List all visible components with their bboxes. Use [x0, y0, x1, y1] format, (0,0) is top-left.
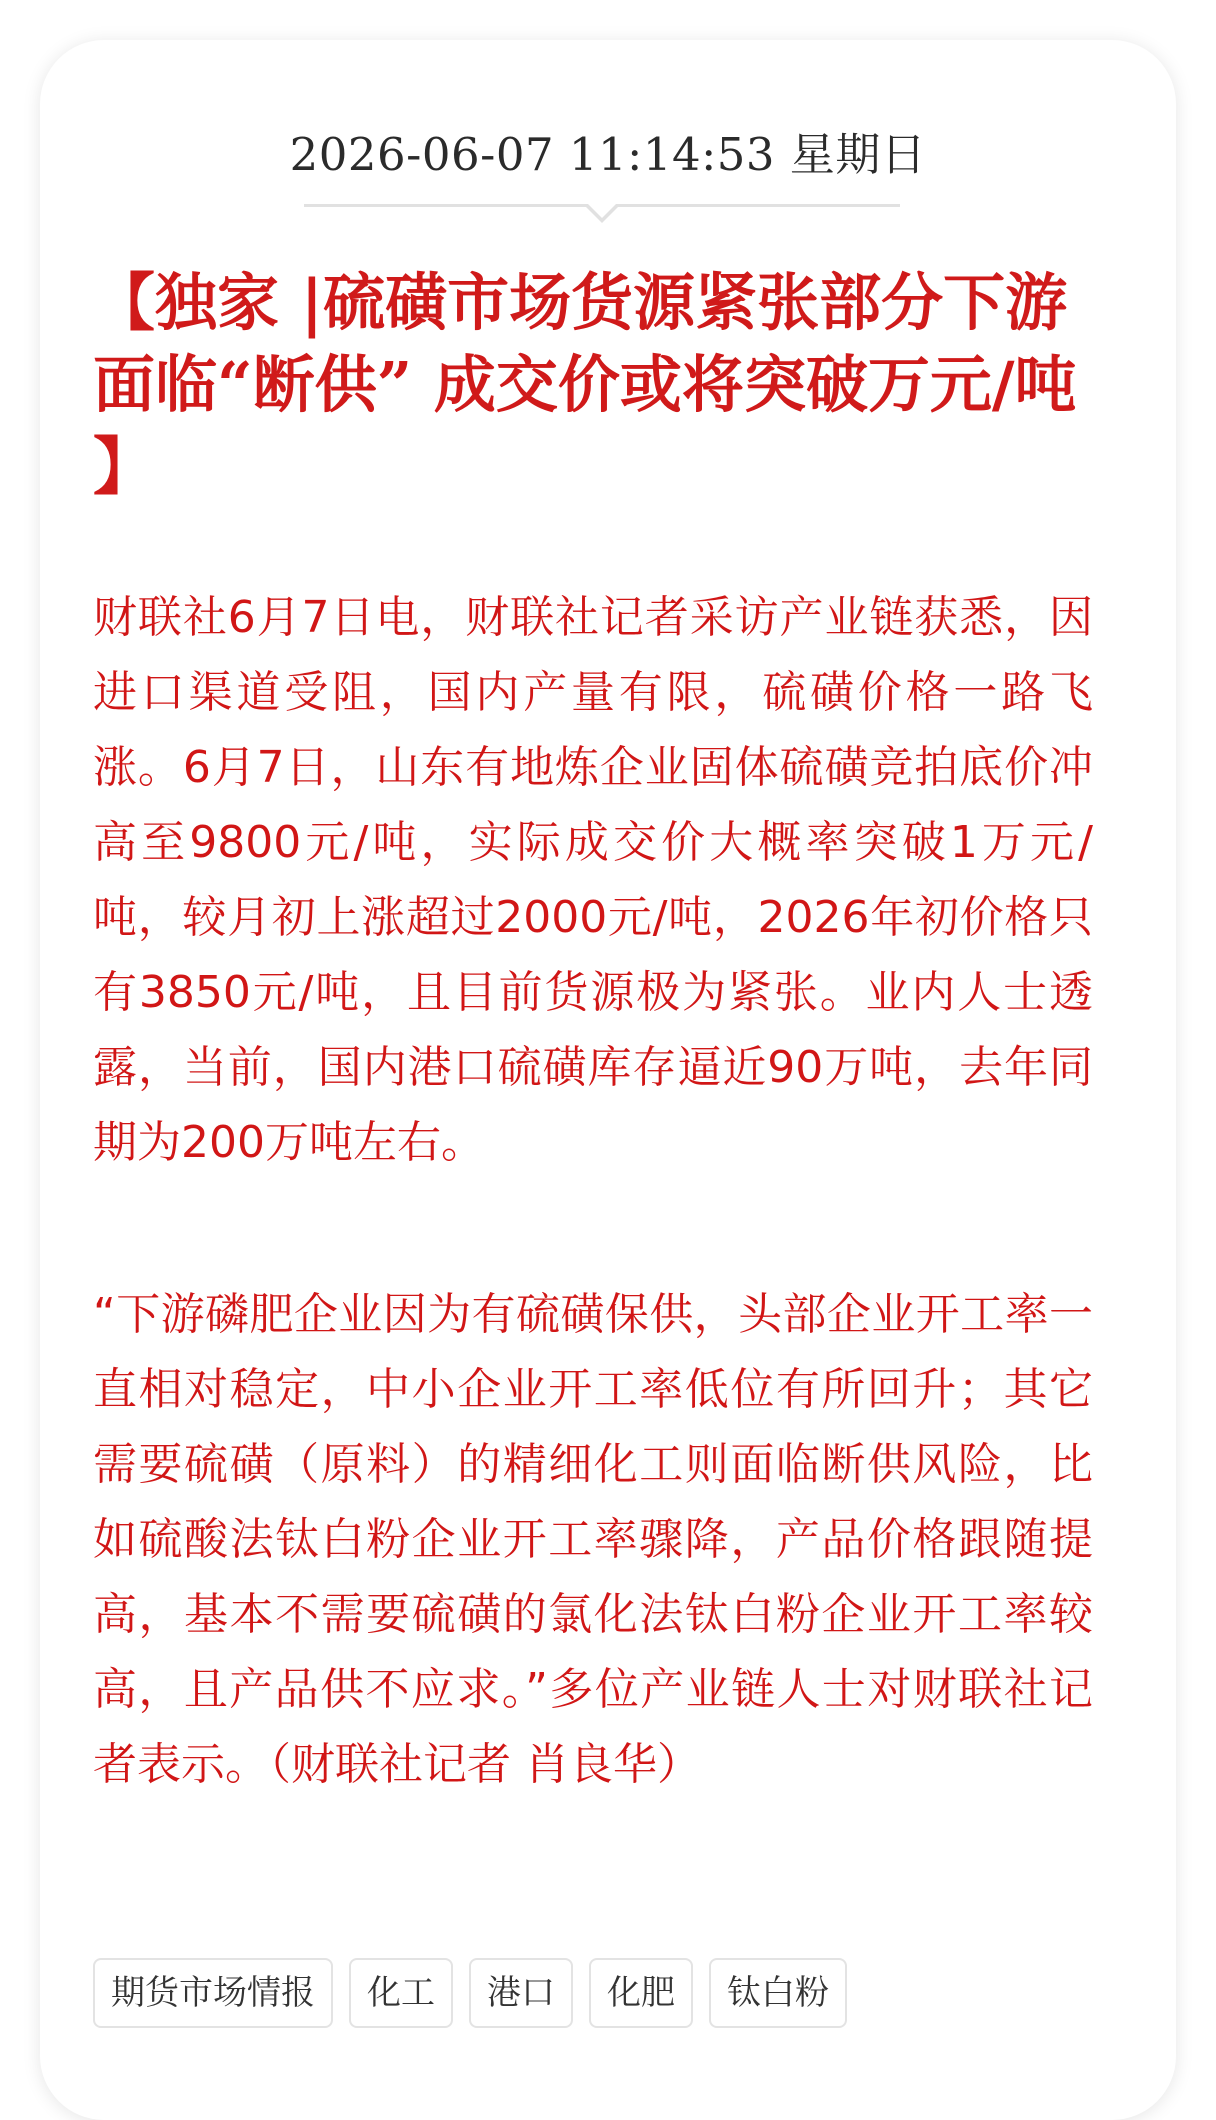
article-paragraph-1: 财联社6月7日电，财联社记者采访产业链获悉，因进口渠道受阻，国内产量有限，硫磺价格一路飞涨。6月7日，山东有地炼企业固体硫磺竞拍底价冲高至9800元/吨，实际成交价大概率突破1万元/吨，较月初上涨超过2000元/吨，2026年初价格只有3850元/吨，且目前货源极为紧张。业内人士透露，当前，国内港口硫磺库存逼近90万吨，去年同期为200万吨左右。: [93, 592, 1093, 1168]
tag-futures-market[interactable]: 期货市场情报: [93, 1958, 333, 2028]
publish-timestamp: 2026-06-07 11:14:53 星期日: [289, 128, 927, 181]
article-paragraph-2: “下游磷肥企业因为有硫磺保供，头部企业开工率一直相对稳定，中小企业开工率低位有所回升；其它需要硫磺（原料）的精细化工则面临断供风险，比如硫酸法钛白粉企业开工率骤降，产品价格跟随提高，基本不需要硫磺的氯化法钛白粉企业开工率较高，且产品供不应求。”多位产业链人士对财联社记者表示。（财联社记者 肖良华）: [93, 1289, 1093, 1790]
tag-chemical[interactable]: 化工: [349, 1958, 453, 2028]
tag-list: [93, 1958, 847, 2028]
tag-fertilizer[interactable]: 化肥: [589, 1958, 693, 2028]
divider-notch-inner: [588, 204, 616, 218]
tag-titanium-dioxide[interactable]: 钛白粉: [709, 1958, 847, 2028]
tag-port[interactable]: 港口: [469, 1958, 573, 2028]
article-headline: 【独家 |硫磺市场货源紧张部分下游面临“断供” 成交价或将突破万元/吨 】: [93, 266, 1077, 503]
